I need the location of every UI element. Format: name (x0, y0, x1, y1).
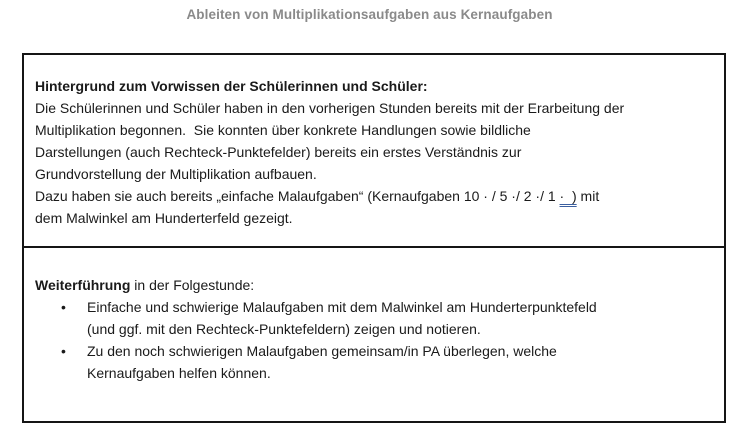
text-line: Kernaufgaben helfen können. (87, 365, 271, 381)
heading-bold-part: Weiterführung (35, 277, 131, 293)
bullet-item (61, 296, 714, 340)
page-title: Ableiten von Multiplikationsaufgaben aus Kernaufgaben (186, 7, 553, 22)
bullet-marker: • (61, 343, 66, 359)
text-line: Darstellungen (auch Rechteck-Punktefelder) bereits ein erstes Verständnis zur (35, 144, 522, 160)
text-line: Grundvorstellung der Multiplikation aufbauen. (35, 166, 317, 182)
bullet-item (61, 340, 714, 384)
text-segment: mit (580, 188, 600, 204)
continuation-section-heading (35, 274, 714, 296)
bullet-marker: • (61, 299, 66, 315)
tracked-change-mark: · ) (559, 188, 577, 204)
background-section-heading: Hintergrund zum Vorwissen der Schülerinnen und Schüler: (35, 78, 428, 94)
background-knowledge-section (24, 55, 724, 248)
text-line: Zu den noch schwierigen Malaufgaben gemeinsam/in PA überlegen, welche (87, 343, 557, 359)
heading-regular-part: in der Folgestunde: (130, 277, 255, 293)
lesson-info-table (22, 53, 726, 423)
text-line-with-markup (35, 185, 714, 207)
bullet-text (87, 340, 714, 384)
text-segment: Dazu haben sie auch bereits „einfache Malaufgaben“ (Kernaufgaben 10 · / 5 ·/ 2 ·/ 1 (35, 188, 556, 204)
text-line: Multiplikation begonnen. Sie konnten über konkrete Handlungen sowie bildliche (35, 122, 531, 138)
bullet-text (87, 296, 714, 340)
text-line: (und ggf. mit den Rechteck-Punktefeldern) zeigen und notieren. (87, 321, 481, 337)
text-line: dem Malwinkel am Hunderterfeld gezeigt. (35, 210, 293, 226)
text-line: Einfache und schwierige Malaufgaben mit dem Malwinkel am Hunderterpunktefeld (87, 299, 597, 315)
continuation-section (24, 248, 724, 421)
text-line: Die Schülerinnen und Schüler haben in den vorherigen Stunden bereits mit der Erarbeitung der (35, 100, 625, 116)
